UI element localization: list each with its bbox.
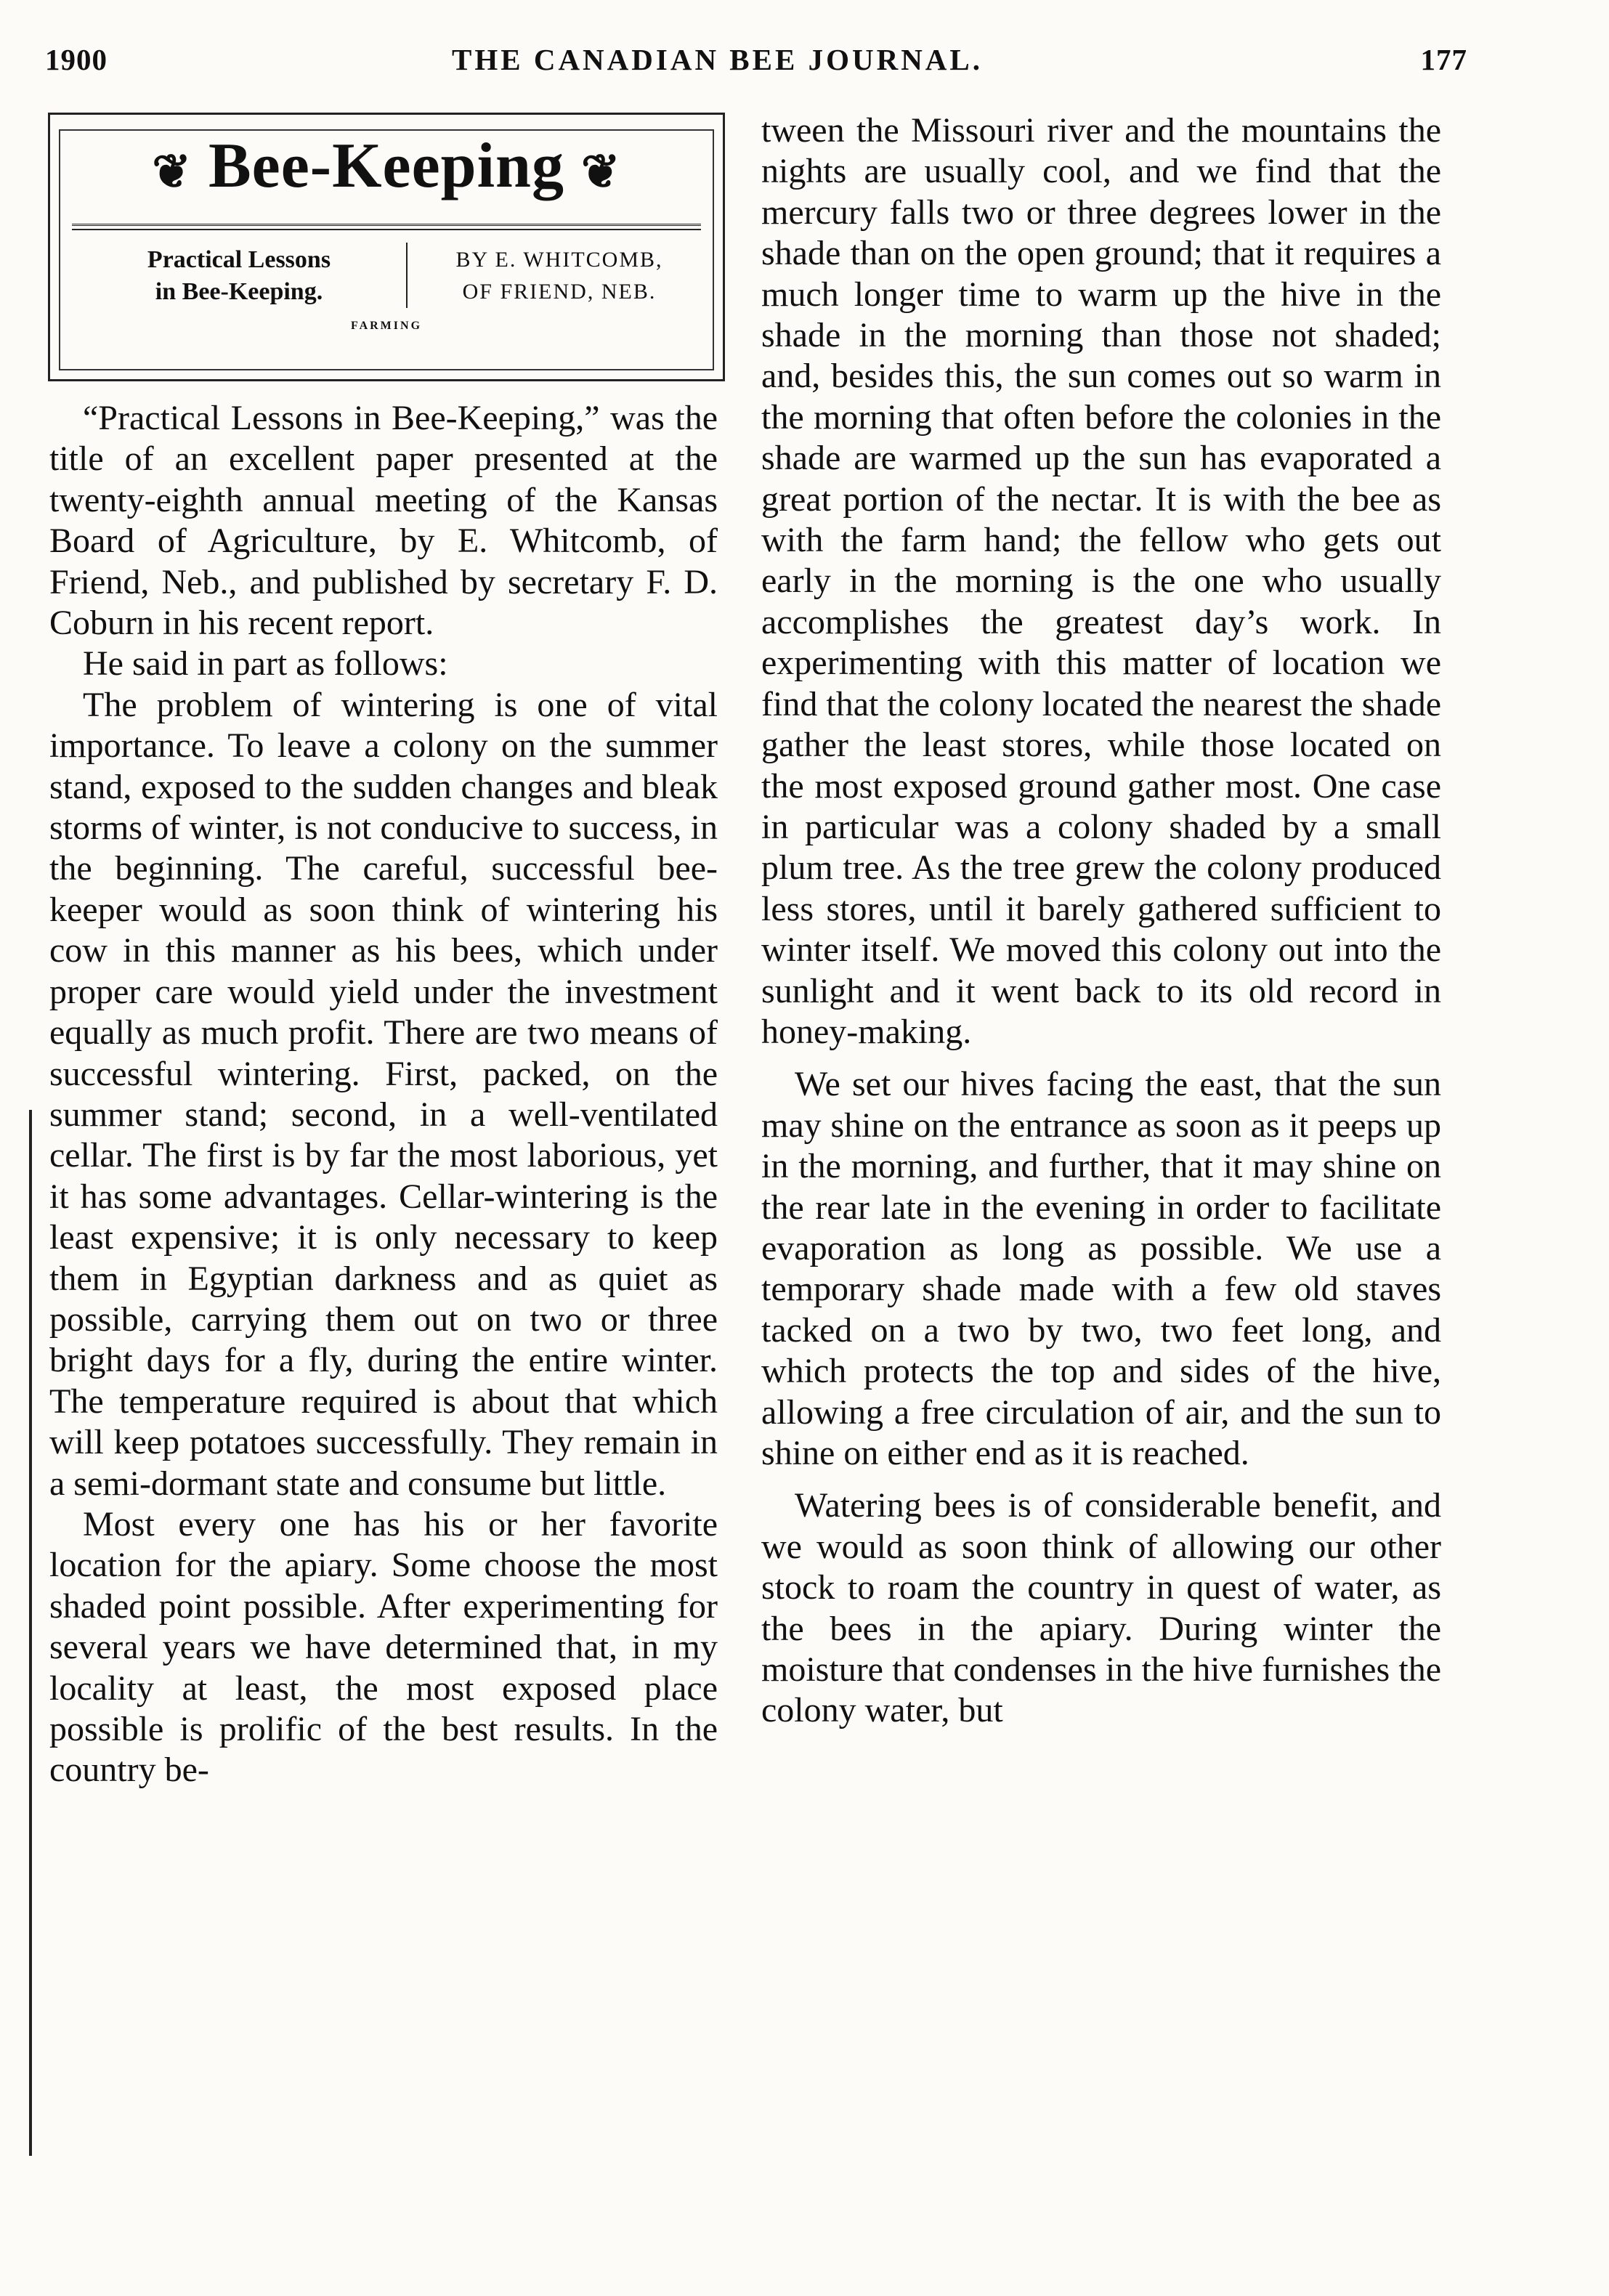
subtitle-line-1: Practical Lessons [147, 246, 331, 273]
fleuron-right-icon: ❦ [581, 145, 621, 198]
header-year: 1900 [45, 43, 108, 76]
byline [418, 244, 701, 308]
subtitle-divider [406, 243, 408, 308]
title-rule [72, 224, 701, 230]
paragraph: “Practical Lessons in Bee-Keeping,” was the title of an excellent paper presented at the twenty-eighth annual meeting of the Kansas Board of Agriculture, by E. Whitcomb, of Friend, Neb., and published by secretary F. D. Coburn in his recent report. [49, 399, 718, 643]
byline-line-1: BY E. WHITCOMB, [455, 248, 663, 272]
right-column [761, 110, 1441, 1732]
paragraph: We set our hives facing the east, that the sun may shine on the entrance as soon as it peeps up in the morning, and further, that it may shine on the rear late in the evening in order to facilitate evaporation as long as possible. We use a temporary shade made with a few old staves tacked on a two by two, two feet long, and which protects the top and sides of the hive, allowing a free circulation of air, and the sun to shine on either end as it is reached. [761, 1065, 1441, 1472]
paragraph: The problem of wintering is one of vital importance. To leave a colony on the summer stand, exposed to the sudden changes and bleak storms of winter, is not conducive to success, in the beginning. The careful, successful bee-keeper would as soon think of wintering his cow in this manner as his bees, which under proper care would yield under the investment equally as much profit. There are two means of successful wintering. First, packed, on the summer stand; second, in a well-ventilated cellar. The first is by far the most laborious, yet it has some advantages. Cellar-wintering is the least expensive; it is only necessary to keep them in Egyptian darkness and as quiet as possible, carrying them out on two or three bright days for a fly, during the entire winter. The temperature required is about that which will keep potatoes successfully. They remain in a semi-dormant state and consume but little. [49, 685, 718, 1503]
column-title [50, 129, 723, 203]
byline-line-2: OF FRIEND, NEB. [462, 280, 657, 304]
journal-title: THE CANADIAN BEE JOURNAL. [452, 43, 984, 76]
running-header [45, 42, 1467, 86]
fleuron-left-icon: ❦ [152, 145, 192, 198]
column-title-text: Bee-Keeping [208, 131, 564, 201]
paragraph: He said in part as follows: [83, 644, 448, 683]
subtitle-line-2: in Bee-Keeping. [155, 278, 323, 305]
paragraph: Watering bees is of considerable benefit, and we would as soon think of allowing our other stock to roam the country in quest of water, as the bees in the apiary. During winter the moisture that condenses in the hive furnishes the colony water, but [761, 1486, 1441, 1730]
column-subtitle [86, 244, 392, 308]
column-heading-box [48, 113, 725, 381]
tiny-label: FARMING [350, 320, 423, 332]
margin-rule [29, 1110, 32, 2156]
page-number: 177 [1420, 43, 1467, 76]
paragraph: Most every one has his or her favorite location for the apiary. Some choose the most shaded point possible. After experimenting for several years we have determined that, in my locality at least, the most exposed place possible is prolific of the best results. In the country be- [49, 1504, 718, 1790]
paragraph: tween the Missouri river and the mountains the nights are usually cool, and we find that the mercury falls two or three degrees lower in the shade than on the open ground; that it requires a much longer time to warm up the hive in the shade in the morning than those not shaded; and, besides this, the sun comes out so warm in the morning that often before the colonies in the shade are warmed up the sun has evaporated a great portion of the nectar. It is with the bee as with the farm hand; the fellow who gets out early in the morning is the one who usually accomplishes the greatest day’s work. In experimenting with this matter of location we find that the colony located the nearest the shade gather the least stores, while those located on the most exposed ground gather most. One case in particular was a colony shaded by a small plum tree. As the tree grew the colony produced less stores, until it barely gathered sufficient to winter itself. We moved this colony out into the sunlight and it went back to its old record in honey-making. [761, 111, 1441, 1051]
left-column [49, 398, 718, 1791]
